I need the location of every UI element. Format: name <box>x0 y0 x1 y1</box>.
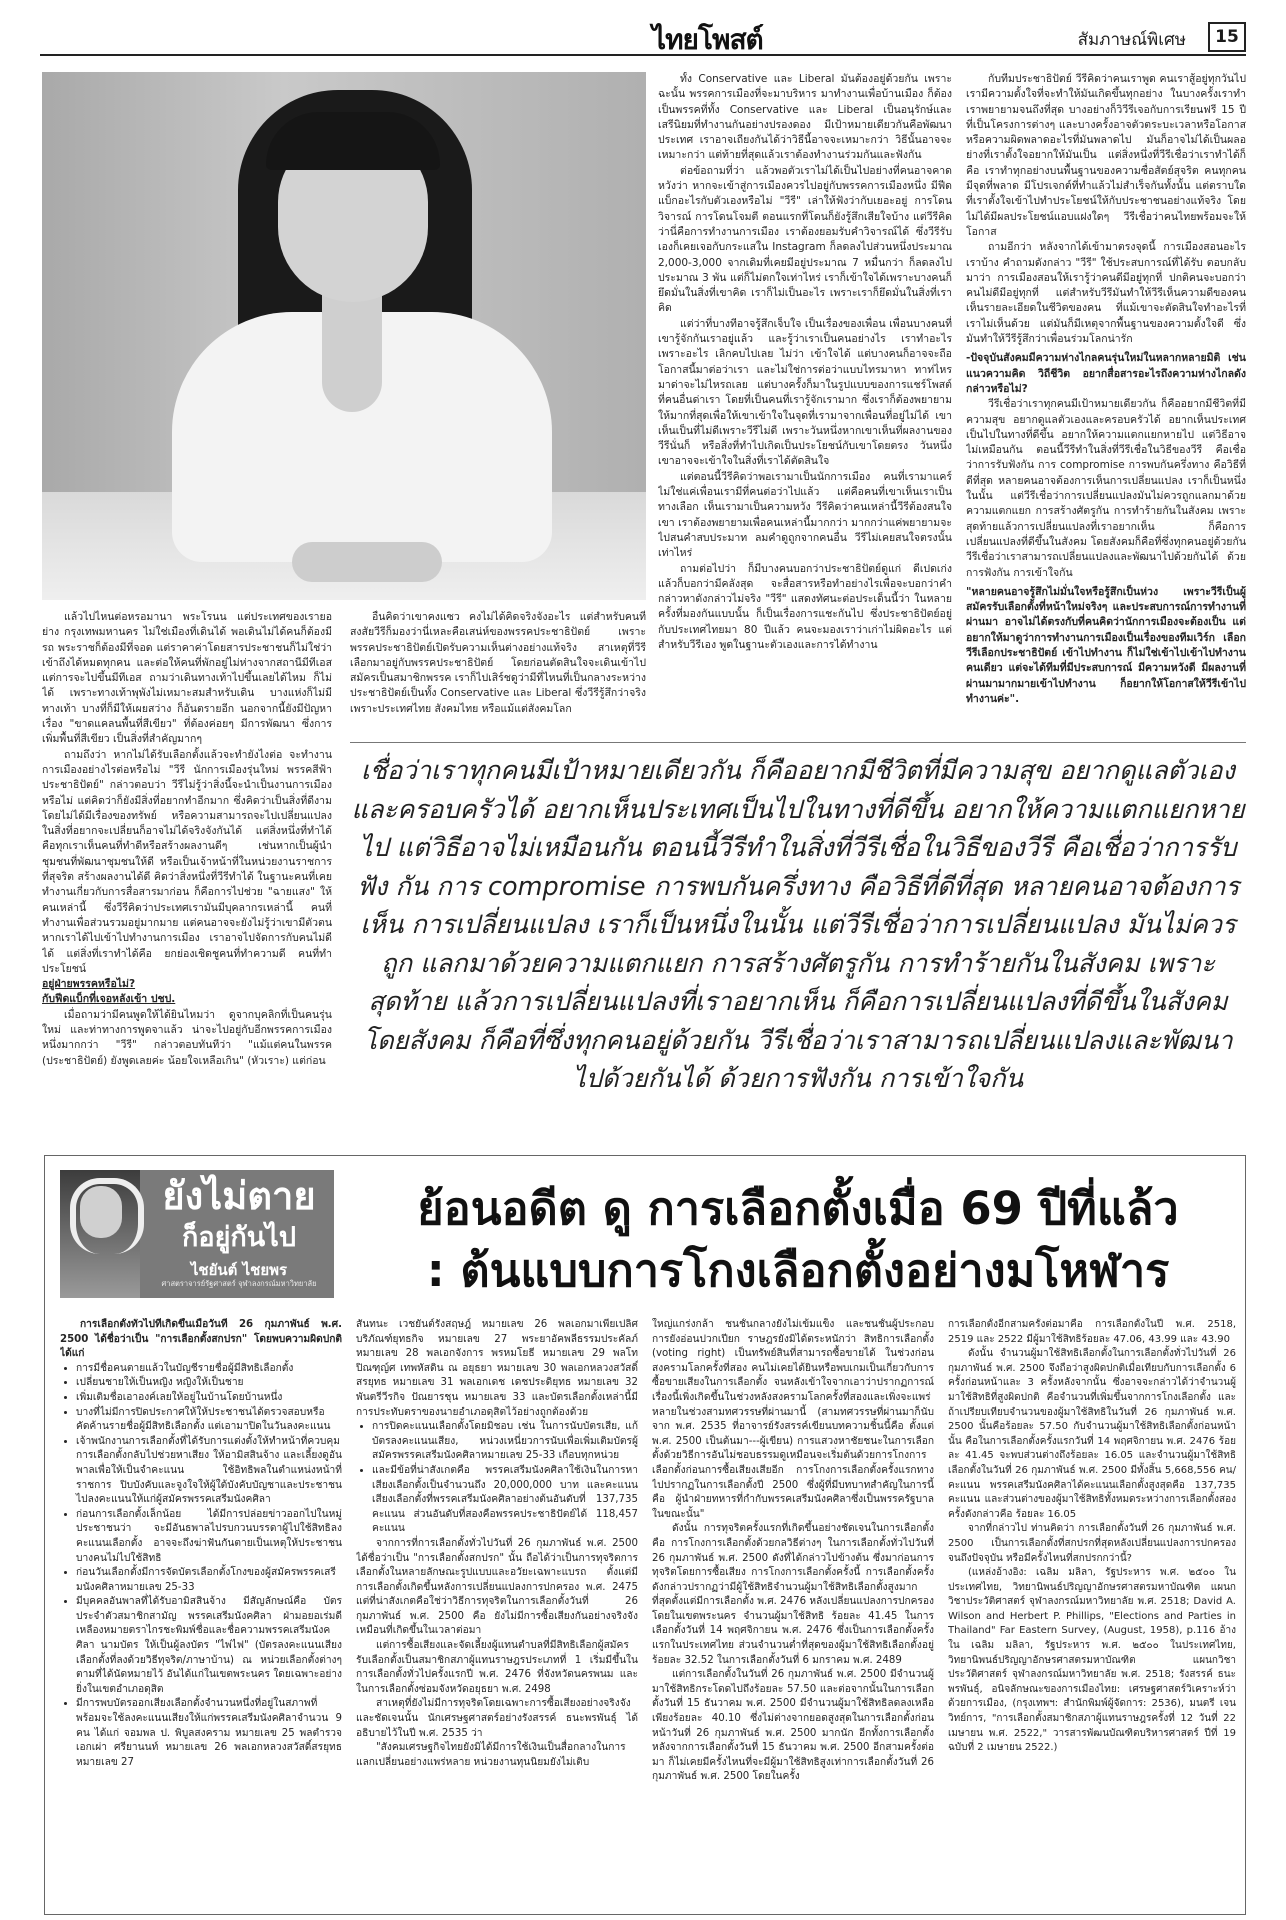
paragraph: แต่การซื้อเสียงและจัดเลี้ยงผู้แทนตำบลที่มีสิทธิเลือกผู้สมัครรับเลือกตั้งเป็นสมาชิกสภาผู้แทนราษฎรประเภทที่ 1 เริ่มมีขึ้นในการเลือกตั้งทั่วไปครั้งแรกปี พ.ศ. 2476 ที่จังหวัดนครพนม และในการเลือกตั้งซ่อมจังหวัดอยุธยา พ.ศ. 2498 <box>356 1640 638 1695</box>
paragraph: ทั้ง Conservative และ Liberal มันต้องอยู่ด้วยกัน เพราะฉะนั้น พรรคการเมืองที่จะมาบริหาร มาทำงานเพื่อบ้านเมือง ก็ต้องเป็นพรรคที่ทั้ง Conservative และ Liberal เป็นอนุรักษ์และเสรีนิยมที่ทำงานกันอย่างปรองดอง มีเป้าหมายเดียวกันคือพัฒนาประเทศ เราอาจเถียงกันได้ว่าวิธีนี้อาจจะเหมาะกว่า วิธีนั้นอาจจะเหมาะกว่า แต่ท้ายที่สุดแล้วเราต้องทำงานร่วมกันและฟังกัน <box>658 73 952 162</box>
paragraph: แต่ว่าที่บางทีอาจรู้สึกเจ็บใจ เป็นเรื่องของเพื่อน เพื่อนบางคนที่เขารู้จักกันเราอยู่แล้ว และรู้ว่าเราเป็นคนอย่างไร เราทำอะไร เพราะอะไร เลิกคบไปเลย ไม่ว่า เข้าใจได้ แต่บางคนก็อาจจะถือโอกาสนี้มาต่อว่าเรา และไม่ใช่การต่อว่าแบบไทรมาหา ทาท่ไหร มาด่าจะไม่ไหรถเลย แต่บางครั้งก็มาในรูปแบบของการแชร์โพสต์ ที่คนอื่นด่าเรา โดยที่เป็นคนที่เรารู้จักเรามาก ซึ่งเราก็ต้องพยายามให้มากที่สุดเพื่อให้เขาเข้าใจในจุดที่เรามาจากเพื่อนที่อยู่ไม่ได้ เขาเห็นเป็นที่ไม่ดีเพราะวีรีไม่ดี เพราะวันหนึ่งหากเขาเห็นที่ผลงานของวีรีนั่นก็ หรือสิ่งที่ทำไปเกิดเป็นประโยชน์กับเขาโดยตรง วันหนึ่งเขาอาจจะเข้าใจในสิ่งที่เราได้ตัดสินใจ <box>658 317 952 468</box>
list-item: • มีบุคคลอันพาลที่ได้รับอามิสสินจ้าง มีสัญลักษณ์คือ บัตรประจำตัวสมาชิกสามัญ พรรคเสรีมนังคศิลา ฝ่ามอยอเร่มดีเหลืองหมายตราไกรชะพิมพ์ชื่อและชื่อความพรรคเสรีมนังคศิลา นามบัตร ให้เป็นผู้ลงบัตร "ไพ่ไฟ" (บัตรลงคะแนนเสียงเลือกตั้งที่ลงด้วยวิธีทุจริต/ภาษาบ้าน) ณ หน่วยเลือกตั้งต่างๆ ตามที่ได้นัดหมายไว้ อันได้แก่ในเขตพระนคร ใดยเฉพาะอย่างยิ่งในเขตอำเภอดุสิต <box>76 1595 342 1697</box>
list-item: • เจ้าพนักงานการเลือกตั้งที่ได้รับการแต่งตั้งให้ทำหน้าที่ควบคุมการเลือกตั้งกลับไปช่วยหาเสียง ให้อามิสสินจ้าง และเลี้ยงดูอันพาลเพื่อให้เป็นจำคะแนน ใช้อิทธิพลในตำแหน่งหน้าที่ราชการ ปิบบังคับและจูงใจให้ผู้ใต้บังคับบัญชาและประชาชนไปลงคะแนนให้แก่ผู้สมัครพรรคเสรีมนังคศิลา <box>76 1435 342 1508</box>
article-column-1 <box>60 1318 342 1904</box>
bullet-list <box>356 1420 638 1537</box>
divider <box>350 742 1246 743</box>
photo-hands <box>292 542 442 582</box>
paragraph: จากที่กล่าวไป ท่านคิดว่า การเลือกตั้งวันที่ 26 กุมภาพันธ์ พ.ศ. 2500 เป็นการเลือกตั้งที่สกปรกที่สุดหลังเปลี่ยนแปลงการปกครองจนถึงปัจจุบัน หรือมีครั้งไหนที่สกปรกกว่านี้? <box>948 1523 1236 1564</box>
page-header <box>40 18 1246 56</box>
references: (แหล่งอ้างอิง: เฉลิม มลิลา, รัฐประหาร พ.ศ. ๒๕๐๐ ในประเทศไทย, วิทยานิพนธ์ปริญญาอักษรศาสตรมหาบัณฑิต แผนกวิชาประวัติศาสตร์ จุฬาลงกรณ์มหาวิทยาลัย พ.ศ. 2518; David A. Wilson and Herbert P. Phillips, "Elections and Parties in Thailand" Far Eastern Survey, (August, 1958), p.116 อ้างใน เฉลิม มลิลา, รัฐประหาร พ.ศ. ๒๕๐๐ ในประเทศไทย, วิทยานิพนธ์ปริญญาอักษรศาสตรมหาบัณฑิต แผนกวิชาประวัติศาสตร์ จุฬาลงกรณ์มหาวิทยาลัย พ.ศ. 2518; รังสรรค์ ธนะพรพันธุ์, อนิจลักษณะของการเมืองไทย: เศรษฐศาสตร์วิเคราะห์ว่าด้วยการเมือง, (กรุงเทพฯ: สำนักพิมพ์ผู้จัดการ: 2536), มนตรี เจนวิทย์การ, "การเลือกตั้งสมาชิกสภาผู้แทนราษฎรครั้งที่ 12 วันที่ 22 เมษายน พ.ศ. 2522," วารสารพัฒนบัณฑิตบริหารศาสตร์ ปีที่ 19 ฉบับที่ 2 เมษายน 2522.) <box>948 1567 1236 1754</box>
paragraph: การเลือกตั้งอีกสามครั้งต่อมาคือ การเลือกตั้งในปี พ.ศ. 2518, 2519 และ 2522 มีผู้มาใช้สิทธิร้อยละ 47.06, 43.99 และ 43.90 <box>948 1319 1236 1345</box>
column-headline <box>358 1178 1238 1302</box>
interview-column-4 <box>966 72 1246 735</box>
interview-photo <box>42 72 646 600</box>
photo-bangs <box>266 112 440 170</box>
list-item: • การปิดคะแนนเลือกตั้งโดยมิชอบ เช่น ในการนับบัตรเสีย, แก้บัตรลงคะแนนเสียง, หน่วงเหนี่ยวการนับเพื่อเพิ่มเติมบัตรผู้สมัครพรรคเสรีมนังคศิลาหมายเลข 25-33 เกือบทุกหน่วย <box>372 1420 638 1464</box>
author-name: ไชยันต์ ไชยพร <box>190 1261 288 1279</box>
bullet-list <box>60 1362 342 1771</box>
paragraph: ใหญ่แกร่งกล้า ชนชั้นกลางยังไม่เข้มแข็ง และชนชั้นผู้ประกอบการยังอ่อนปวกเปียก ราษฎรยังมิได้ตระหนักว่า สิทธิการเลือกตั้ง (voting right) เป็นทรัพย์สินที่สามารถซื้อขายได้ ในช่วงก่อนสงครามโลกครั้งที่สอง คนไม่เคยได้ยินหรือพบเกมเป็นเกี่ยวกับการซื้อขายเสียงในการเลือกตั้ง จนหลังเข้าใจจากเอาว่าปรากฏการณ์เรื่องนี้เพิ่งเกิดขึ้นในช่วงหลังสงครามโลกครั้งที่สองและเพิ่งจะแพร่หลายในช่วงสามทศวรรษที่ผ่านมานี้ (สามทศวรรษที่ผ่านมาก็นับจาก พ.ศ. 2535 ที่อาจารย์รังสรรค์เขียนบทความชิ้นนี้คือ ตั้งแต่ พ.ศ. 2500 เป็นต้นมา---ผู้เขียน) การแสวงหาชัยชนะในการเลือกตั้งด้วยวิธีการอันไม่ชอบธรรมดูเหมือนจะเริ่มต้นด้วยการโกงการเลือกตั้งก่อนการซื้อเสียงเสียอีก การโกงการเลือกตั้งครั้งแรกทางไปปรากฏในการเลือกตั้งปี 2500 ซึ่งผู้ที่มีบทบาทสำคัญในการนี้คือ ผู้นำฝ่ายทหารที่กำกับพรรคเสรีมนังคศิลาซึ่งเป็นพรรครัฐบาลในขณะนั้น" <box>652 1319 934 1520</box>
list-item: • บางที่ไม่มีการปิดประกาศให้ให้ประชาชนได้ตรวจสอบหรือคัดค้านรายชื่อผู้มีสิทธิเลือกตั้ง แต่เอามาปิดในวันลงคะแนน <box>76 1406 342 1435</box>
paragraph: แล้วไปไหนต่อหรอมานา พระโรนน แต่ประเทศของเรายอย่าง กรุงเทพมหานคร ไม่ใช่เมืองที่เดินได้ พอเดินไม่ได้คนก็ต้องมีรถ พระราชก็ต้องมีที่จอด แต่ราคาค่าโดยสารประชาชนก็ไม่ใช่ว่าเข้าถึงได้หมดทุกคน และต่อให้คนที่พักอยู่ไม่ห่างจากสถานีมีทีเอส แต่การจะไปขึ้นมีทีเอส ถามว่าเดินทางเท้าไปขึ้นเลยได้ไหม ก็ไม่ได้ เพราะทางเท้าพุพังไม่เหมาะสมสำหรับเดิน บางแห่งก็ไม่มีทางเท้า บางที่ก็มีให้เผยสว่าง ก็อันตรายอีก นอกจากนี้ยังมีปัญหาเรื่อง "ขาดแคลนพื้นที่สีเขียว" ที่ต้องค่อยๆ มีการพัฒนา ซึ่งการเพิ่มพื้นที่สีเขียว เป็นสิ่งที่สำคัญมากๆ <box>42 611 332 746</box>
headline-line-2: : ต้นแบบการโกงเลือกตั้งอย่างมโหฬาร <box>426 1244 1170 1297</box>
paragraph: ดังนั้น จำนวนผู้มาใช้สิทธิเลือกตั้งในการเลือกตั้งทั่วไปวันที่ 26 กุมภาพันธ์ พ.ศ. 2500 จึงถือว่าสูงผิดปกติเมื่อเทียบกับการเลือกตั้ง 6 ครั้งก่อนหน้าและ 3 ครั้งหลังจากนั้น ซึ่งอาจจะกล่าวได้ว่าจำนวนผู้มาใช้สิทธิที่สูงผิดปกติ คือจำนวนที่เพิ่มขึ้นจากการโกงเลือกตั้ง และถ้าเปรียบเทียบจำนวนของผู้มาใช้สิทธิในวันที่ 26 กุมภาพันธ์ พ.ศ. 2500 นั้นคือร้อยละ 57.50 กับจำนวนผู้มาใช้สิทธิเลือกตั้งก่อนหน้านั้น คือในการเลือกตั้งครั้งแรกวันที่ 14 พฤศจิกายน พ.ศ. 2476 ร้อยละ 41.45 จะพบส่วนต่างถึงร้อยละ 16.05 และจำนวนผู้มาใช้สิทธิเลือกตั้งในวันที่ 26 กุมภาพันธ์ พ.ศ. 2500 มีทั้งสิ้น 5,668,556 คน/คะแนน พรรคเสรีมนังคศิลาได้คะแนนเลือกตั้งสูงสุดคือ 137,735 คะแนน และส่วนต่างของผู้มาใช้สิทธิทั้งหมดระหว่างการเลือกตั้งสองครั้งดังกล่าวคือ ร้อยละ 16.05 <box>948 1348 1236 1520</box>
paragraph: การเลือกตั้งทั่วไปที่เกิดขึ้นเมื่อวันที่ 26 กุมภาพันธ์ พ.ศ. 2500 ได้ชื่อว่าเป็น "การเลือกตั้งสกปรก" โดยพบความผิดปกติ ได้แก่ <box>60 1319 342 1360</box>
article-column-2 <box>356 1318 638 1904</box>
paragraph: แต่ตอนนี้วีรีคิดว่าพอเรามาเป็นนักการเมือง คนที่เรามาแคร์ไม่ใช่แค่เพื่อนเรามีที่คนต่อว่าไปแล้ว แต่คือคนที่เขาเห็นเราเป็นทางเลือก เห็นเรามาเป็นความหวัง วีรีคิดว่าคนเหล่านี้วีรีต้องสนใจเขา เราต้องพยายามเพื่อคนเหล่านี้มากกว่า มากกว่าแค่พยายามจะไปสนคำสบประมาท ลมคำดูถูกจากคนอื่น วีรีไม่เคยสนใจตรงนั้นเท่าไหร่ <box>658 470 952 560</box>
list-item: • การมีชื่อคนตายแล้วในบัญชีรายชื่อผู้มีสิทธิเลือกตั้ง <box>76 1362 342 1377</box>
author-portrait <box>60 1170 140 1298</box>
newspaper-logo: ไทยโพสต์ <box>652 23 763 56</box>
question: -ปัจจุบันสังคมมีความห่างไกลคนรุ่นใหม่ในหลากหลายมิติ เช่น แนวความคิด วิถีชีวิต อยากสื่อสารอะไรถึงความห่างไกลดังกล่าวหรือไม่? <box>966 352 1246 395</box>
paragraph: สันทนะ เวชยันต์รังสฤษฎ์ หมายเลข 26 พลเอกมาเพียเปลิศ บริภัณฑ์ยุทธกิจ หมายเลข 27 พระยาอัคพลีธรรมประคัลภ์ หมายเลข 28 พลเอกจังการ พรหมโยธี หมายเลข 29 พลโทปิณฑุญ์ศ เทพหัสดิน ณ อยุธยา หมายเลข 30 พลเอกหลวงสวัสดิ์สรยุทธ หมายเลข 31 พลเอกเดช เดชประดิยุทธ หมายเลข 32 พันตรีวีรกิจ ปัณยารชุน หมายเลข 33 และบัตรเลือกตั้งเหล่านี้มีการประทับตราของนายอำเภอดุสิตไว้อย่างถูกต้องด้วย <box>356 1319 638 1418</box>
page-number: 15 <box>1208 22 1246 52</box>
interview-column-2 <box>350 610 646 735</box>
column-title-2: ก็อยู่กันไป <box>182 1222 296 1253</box>
paragraph: ดังนั้น การทุจริตครั้งแรกที่เกิดขึ้นอย่างชัดเจนในการเลือกตั้งคือ การโกงการเลือกตั้งด้วยกลวิธีต่างๆ ในการเลือกตั้งทั่วไปวันที่ 26 กุมภาพันธ์ พ.ศ. 2500 ดังที่ได้กล่าวไปข้างต้น ซึ่งมาก่อนการทุจริตโดยการซื้อเสียง การโกงการเลือกตั้งครั้งนี้ การเลือกตั้งครั้งดังกล่าวปรากฏว่ามีผู้ใช้สิทธิจำนวนผู้มาใช้สิทธิเลือกตั้งสูงมากที่สุดตั้งแต่มีการเลือกตั้ง พ.ศ. 2476 หลังเปลี่ยนแปลงการปกครอง โดยในเขตพระนคร จำนวนผู้มาใช้สิทธิ ร้อยละ 41.45 ในการเลือกตั้งวันที่ 14 พฤศจิกายน พ.ศ. 2476 ซึ่งเป็นการเลือกตั้งครั้งแรกในประเทศไทย ส่วนจำนวนต่ำที่สุดของผู้มาใช้สิทธิเลือกตั้งอยู่ร้อยละ 32.52 ในการเลือกตั้งวันที่ 6 มกราคม พ.ศ. 2489 <box>652 1523 934 1666</box>
column-title-1: ยังไม่ตาย <box>162 1174 316 1218</box>
paragraph: เมื่อถามว่ามีคนพูดให้ได้ยินไหมว่า ดูจากบุคลิกที่เป็นคนรุ่นใหม่ และท่าทางการพูดจาแล้ว น่าจะไปอยู่กับอีกพรรคการเมืองหนึ่งมากกว่า "วีรี" กล่าวตอบทันทีว่า "แม้แต่คนในพรรค (ประชาธิปัตย์) ยังพูดเลยค่ะ น้อยใจเหลือเกิน" (หัวเราะ) แต่ก่อน <box>42 1008 332 1067</box>
paragraph: "สังคมเศรษฐกิจไทยยังมิได้มีการใช้เงินเป็นสื่อกลางในการแลกเปลี่ยนอย่างแพร่หลาย หน่วยงานทุนนิยมยังไม่เติบ <box>356 1742 626 1768</box>
photo-neck <box>322 292 382 412</box>
paragraph: ถามถึงว่า หากไม่ได้รับเลือกตั้งแล้วจะทำยังไงต่อ จะทำงานการเมืองอย่างไรต่อหรือไม่ "วีรี นักการเมืองรุ่นใหม่ พรรคสีฟ้าประชาธิปัตย์" กล่าวตอบว่า วีรีไม่รู้ว่าสิ่งนี้จะนำเป็นงานการเมืองหรือไม่ แต่คิดว่าก็ยังมีสิ่งที่อยากทำอีกมาก ซึ่งคิดว่าเป็นสิ่งที่ดีงาม โดยไม่ได้มีเรื่องของทรัพย์ หรือความสามารถจะไปเปลี่ยนแปลงในสิ่งที่อยากจะเปลี่ยนก็อาจไม่ได้จริงจังกันได้ แต่สิ่งหนึ่งที่ทำได้คือทุกเราเห็นคนที่ทำดีหรือสร้างผลงานดีๆ เช่นหากเป็นผู้นำชุมชนที่พัฒนาชุมชนให้ดี หรือเป็นเจ้าหน้าที่ในหน่วยงานราชการที่สุจริต สร้างผลงานได้ดี คิดว่าสิ่งหนึ่งที่วีรีทำได้ ในฐานะคนที่เคยทำงานเกี่ยวกับการสื่อสารมาก่อน ก็คือการไปช่วย "ฉายแสง" ให้คนเหล่านี้ ซึ่งวีรีคิดว่าประเทศเรามันมีบุคลากรเหล่านี้ คนที่ทำงานเพื่อส่วนรวมอยู่มากมาย แต่คนอาจจะยังไม่รู้ว่าเขามีตัวตน หากเราได้ไปเข้าไปทำงานการเมือง เราอาจไปจัดการกับคนไม่ดีได้ แต่สิ่งที่เราทำได้คือ ยกย่องเชิดชูคนที่ทำความดี คนที่ทำประโยชน์ <box>42 748 332 975</box>
paragraph: กับทีมประชาธิปัตย์ วีรีคิดว่าคนเราพูด คนเราสู้อยู่ทุกวันไป เรามีความตั้งใจที่จะทำให้มันเกิดขึ้นทุกอย่าง ในบางครั้งเราทำ เราพยายามจนถึงที่สุด บางอย่างก็วิวีรีเจอกับการเรียนฟรี 15 ปี ที่เป็นโครงการต่างๆ และบางครั้งอาจตัวตระบะเวลาหรือโอกาส หรือความผิดพลาดอะไรที่มันพลาดไป มันก็อาจไม่ได้เป็นผลอย่างที่เราตั้งใจอยากให้มันเป็น แต่สิ่งหนึ่งที่วีรีเชื่อว่าเราทำได้ก็คือ เราทำทุกอย่างบนพื้นฐานของความซื่อสัตย์สุจริต คนทุกคนมีจุดที่พลาด มีโปรเจกต์ที่ทำแล้วไม่สำเร็จกันทั้งนั้น แต่ตราบใดที่เราตั้งใจเข้าไปทำประโยชน์ให้กับประชาชนอย่างแท้จริง โดยไม่ได้มีผลประโยชน์แอบแฝงใดๆ วีรีเชื่อว่าคนไทยพร้อมจะให้โอกาส <box>966 73 1246 238</box>
paragraph: สาเหตุที่ยังไม่มีการทุจริตโดยเฉพาะการซื้อเสียงอย่างจริงจังและชัดเจนนั้น นักเศรษฐศาสตร์อย่างรังสรรค์ ธนะพรพันธุ์ ได้อธิบายไว้ในปี พ.ศ. 2535 ว่า <box>356 1698 638 1739</box>
paragraph: วีรีเชื่อว่าเราทุกคนมีเป้าหมายเดียวกัน ก็คืออยากมีชีวิตที่มีความสุข อยากดูแลตัวเองและครอบครัวได้ อยากเห็นประเทศเป็นไปในทางที่ดีขึ้น อยากให้ความแตกแยกหายไป แต่วิธีอาจไม่เหมือนกัน ตอนนี้วีรีทำในสิ่งที่วีรีเชื่อในวิธีของวีรี คือเชื่อว่าการรับฟังกัน การ compromise การพบกันครึ่งทาง คือวิธีที่ดีที่สุด หลายคนอาจต้องการเห็นการเปลี่ยนแปลง เราก็เป็นหนึ่งในนั้น แต่วีรีเชื่อว่าการเปลี่ยนแปลงมันไม่ควรถูกแลกมาด้วยความแตกแยก การสร้างศัตรูกัน การทำร้ายกันในสังคม เพราะสุดท้ายแล้วการเปลี่ยนแปลงที่เราอยากเห็น ก็คือการเปลี่ยนแปลงที่ดีขึ้นในสังคม โดยสังคมก็คือที่ซึ่งทุกคนอยู่ด้วยกัน วีรีเชื่อว่าเราสามารถเปลี่ยนแปลงและพัฒนาไปด้วยกันได้ ด้วยการฟังกัน การเข้าใจกัน <box>966 398 1246 579</box>
section-name: สัมภาษณ์พิเศษ <box>1077 30 1186 50</box>
interview-column-3 <box>658 72 952 735</box>
subheading: กับฟีดแบ็กที่เจอหลังเข้า ปชป. <box>42 993 176 1006</box>
list-item: • ก่อนการเลือกตั้งเล็กน้อย ได้มีการปล่อยข่าวออกไปในหมู่ประชาชนว่า จะมีอันธพาลไปรบกวนบรรดาผู้ไปใช้สิทธิลงคะแนนเลือกตั้ง อาจจะถึงฆ่าฟันกันตายเป็นเหตุให้ประชาชนบางคนไม่ไปใช้สิทธิ <box>76 1508 342 1566</box>
portrait-face <box>80 1186 122 1238</box>
list-item: • มีการพบบัตรออกเสียงเลือกตั้งจำนวนหนึ่งที่อยู่ในสภาพที่พร้อมจะใช้ลงคะแนนเสียงให้แก่พรรคเสรีมนังคศิลาจำนวน 9 คน ได้แก่ จอมพล ป. พิบูลสงคราม หมายเลข 25 พลตำรวจเอกเผ่า ศรียานนท์ หมายเลข 26 พลเอกหลวงสวัสดิ์สรยุทธ หมายเลข 27 <box>76 1697 342 1770</box>
column-logo <box>60 1170 334 1298</box>
paragraph: ถามต่อไปว่า ก็มีบางคนบอกว่าประชาธิปัตย์ดูแก่ ดีเปดเก่ง แล้วก็บอกว่ามีคลังสุด จะสื่อสารหรือทำอย่างไรเพื่อจะบอกว่าคำกล่าวหาดังกล่าวไม่จริง "วีรี" แสดงทัศนะต่อประเด็นนี้ว่า ในหลายครั้งที่มองกันแบบนั้น ก็เป็นเรื่องการแชะกันไป ซึ่งประชาธิปัตย์อยู่กับประเทศไทยมา 80 ปีแล้ว คนจะมองเราว่าเก่าไม่ผิดอะไร แต่สำหรับวีรีเอง พูดในฐานะตัวเองและการได้ทำงาน <box>658 562 952 651</box>
list-item: • เปลี่ยนชายให้เป็นหญิง หญิงให้เป็นชาย <box>76 1376 342 1391</box>
paragraph: ต่อข้อถามที่ว่า แล้วพอตัวเราไม่ได้เป็นไปอย่างที่คนอาจคาดหวังว่า หากจะเข้าสู่การเมืองควรไปอยู่กับพรรคการเมืองหนึ่ง มีฟีดแบ็กอะไรกับตัวเองหรือไม่ "วีรี" เล่าให้ฟังว่ากับเยอะอยู่ การโดนวิจารณ์ การโดนโจมตี ตอนแรกที่โดนก็ยังรู้สึกเสียใจบ้าง แต่วีรีคิดว่านี่คือการทำงานการเมือง เราต้องยอมรับคำวิจารณ์ได้ ซึ่งวีรีรับเองก็เคยเจอกับกระแสใน Instagram ก็ลดลงไปส่วนหนึ่งประมาณ 2,000-3,000 จากเดิมที่เคยมีอยู่ประมาณ 7 หมื่นกว่า ก็ลดลงไปประมาณ 3 พัน แต่ก็ไม่ตกใจเท่าไหร่ เราก็เข้าใจได้เพราะบางคนก็ยึดมั่นในสิ่งที่เขาคิด เราก็ไม่เป็นอะไร เพราะเราก็ยึดมั่นในสิ่งที่เราคิด <box>658 164 952 315</box>
article-column-3 <box>652 1318 934 1904</box>
closing-quote: "หลายคนอาจรู้สึกไม่มั่นใจหรือรู้สึกเป็นห่วง เพราะวีรีเป็นผู้สมัครรับเลือกตั้งที่หน้าใหม่จริงๆ และประสบการณ์การทำงานที่ผ่านมา อาจไม่ได้ตรงกับที่คนคิดว่านักการเมืองจะต้องเป็น แต่อยากให้มาดูว่าการทำงานการเมืองเป็นเรื่องของทีมเวิร์ก เลือกวีรีเลือกประชาธิปัตย์ เข้าไปทำงาน ก็ไม่ใช่เข้าไปเข้าไปทำงานคนเดียว แต่จะได้ทีมที่มีประสบการณ์ มีความหวังดี มีผลงานที่ผ่านมามากมายเข้าไปทำงาน ก็อยากให้โอกาสให้วีรีเข้าไปทำงานค่ะ". <box>966 585 1246 705</box>
paragraph: ถามอีกว่า หลังจากได้เข้ามาตรงจุดนี้ การเมืองสอนอะไรเราบ้าง คำถามดังกล่าว "วีรี" ใช้ประสบการณ์ที่ได้รับ ตอบกลับมาว่า การเมืองสอนให้เรารู้ว่าคนดีมีอยู่ทุกที่ ปกติคนจะบอกว่าคนไม่ดีมีอยู่ทุกที่ แต่สำหรับวีรีมันทำให้วีรีเห็นความดีของคน เห็นรายละเอียดในชีวิตของคน ที่แม้เขาจะตัดสินใจทำอะไรที่เราไม่เห็นด้วย แต่มันก็มีเหตุจากพื้นฐานของความตั้งใจดี ซึ่งมันทำให้วีรีรู้สึกว่าเพื่อนร่วมโลกน่ารัก <box>966 241 1246 346</box>
author-title: ศาสตราจารย์รัฐศาสตร์ จุฬาลงกรณ์มหาวิทยาลัย <box>161 1279 317 1288</box>
list-item: • และมีข้อที่น่าสังเกตคือ พรรคเสรีมนังคศิลาใช้เงินในการหาเสียงเลือกตั้งเป็นจำนวนถึง 20,000,000 บาท และคะแนนเสียงเลือกตั้งที่พรรคเสรีมนังคศิลาอย่างต้นอันดับที่ 137,735 คะแนน ส่วนอันดับที่สองคือพรรคประชาธิปัตย์ได้ 118,457 คะแนน <box>372 1464 638 1537</box>
subheading: อยู่ฝ่ายพรรคหรือไม่? <box>42 978 136 991</box>
list-item: • ก่อนวันเลือกตั้งมีการจัดบัตรเลือกตั้งโกงของผู้สมัครพรรคเสรีมนังคศิลาหมายเลข 25-33 <box>76 1566 342 1595</box>
paragraph: อื่นคิดว่าเขาคงแซว คงไม่ได้คิดจริงจังอะไร แต่สำหรับคนที่สงสัยวีรีก็มองว่านี่เหละคือเสน่ห์ของพรรคประชาธิปัตย์ เพราะพรรคประชาธิปัตย์เปิดรับความเห็นต่างอย่างแท้จริง สาเหตุที่วีรีเลือกมาอยู่กับพรรคประชาธิปัตย์ โดยก่อนตัดสินใจจะเดินเข้าไปสมัครเป็นสมาชิกพรรค เราก็ไปเสิร์ชดูว่ามีที่ไหนที่เป็นกลางระหว่างประชาธิปัตย์เป็นทั้ง Conservative และ Liberal ซึ่งวีรีรู้สึกว่าจริง เพราะประเทศไทย สังคมไทย หรือแม้แต่สังคมโลก <box>350 611 646 715</box>
paragraph: แต่การเลือกตั้งในวันที่ 26 กุมภาพันธ์ พ.ศ. 2500 มีจำนวนผู้มาใช้สิทธิกระโดดไปถึงร้อยละ 57.50 และต่อจากนั้นในการเลือกตั้งวันที่ 15 ธันวาคม พ.ศ. 2500 มีจำนวนผู้มาใช้สิทธิลดลงเหลือเพียงร้อยละ 40.10 ซึ่งไม่ต่างจากยอดสูงสุดในการเลือกตั้งก่อนหน้าวันที่ 26 กุมภาพันธ์ พ.ศ. 2500 มากนัก อีกทั้งการเลือกตั้งหลังจากการเลือกตั้งวันที่ 15 ธันวาคม พ.ศ. 2500 อีกสามครั้งต่อมา ก็ไม่เคยมีครั้งไหนที่จะมีผู้มาใช้สิทธิสูงเท่าการเลือกตั้งวันที่ 26 กุมภาพันธ์ พ.ศ. 2500 โดยในครั้ง <box>652 1669 934 1783</box>
headline-line-1: ย้อนอดีต ดู การเลือกตั้งเมื่อ 69 ปีที่แล้ว <box>417 1182 1179 1235</box>
paragraph: จากการที่การเลือกตั้งทั่วไปวันที่ 26 กุมภาพันธ์ พ.ศ. 2500 ได้ชื่อว่าเป็น "การเลือกตั้งสกปรก" นั้น ถือได้ว่าเป็นการทุจริตการเลือกตั้งในหลายลักษณะรูปแบบและอวัยะเฉพาะแบรถ ตั้งแต่มีการเลือกตั้งเกิดขึ้นหลังการเปลี่ยนแปลงการปกครอง พ.ศ. 2475 แต่ที่น่าสังเกตคือใช่ว่าวิธีการทุจริตในการเลือกตั้งวันที่ 26 กุมภาพันธ์ พ.ศ. 2500 คือ ยังไม่มีการซื้อเสียงกันอย่างจริงจัง เหมือนที่เกิดขึ้นในเวลาต่อมา <box>356 1537 638 1637</box>
list-item: • เพิ่มเติมชื่อเอาองค์เลยให้อยู่ในบ้านโดยบ้านหนึ่ง <box>76 1391 342 1406</box>
article-column-4 <box>948 1318 1236 1904</box>
pull-quote: เชื่อว่าเราทุกคนมีเป้าหมายเดียวกัน ก็คืออยากมีชีวิตที่มีความสุข อยากดูแลตัวเอง และครอบครัวได้ อยากเห็นประเทศเป็นไปในทางที่ดีขึ้น อยากให้ความแตกแยกหาย ไป แต่วิธีอาจไม่เหมือนกัน ตอนนี้วีรีทำในสิ่งที่วีรีเชื่อในวิธีของวีรี คือเชื่อว่าการรับฟัง กัน การ compromise การพบกันครึ่งทาง คือวิธีที่ดีที่สุด หลายคนอาจต้องการเห็น การเปลี่ยนแปลง เราก็เป็นหนึ่งในนั้น แต่วีรีเชื่อว่าการเปลี่ยนแปลง มันไม่ควรถูก แลกมาด้วยความแตกแยก การสร้างศัตรูกัน การทำร้ายกันในสังคม เพราะสุดท้าย แล้วการเปลี่ยนแปลงที่เราอยากเห็น ก็คือการเปลี่ยนแปลงที่ดีขึ้นในสังคม โดยสังคม ก็คือที่ซึ่งทุกคนอยู่ด้วยกัน วีรีเชื่อว่าเราสามารถเปลี่ยนแปลงและพัฒนาไปด้วยกันได้ ด้วยการฟังกัน การเข้าใจกัน <box>351 756 1245 1094</box>
